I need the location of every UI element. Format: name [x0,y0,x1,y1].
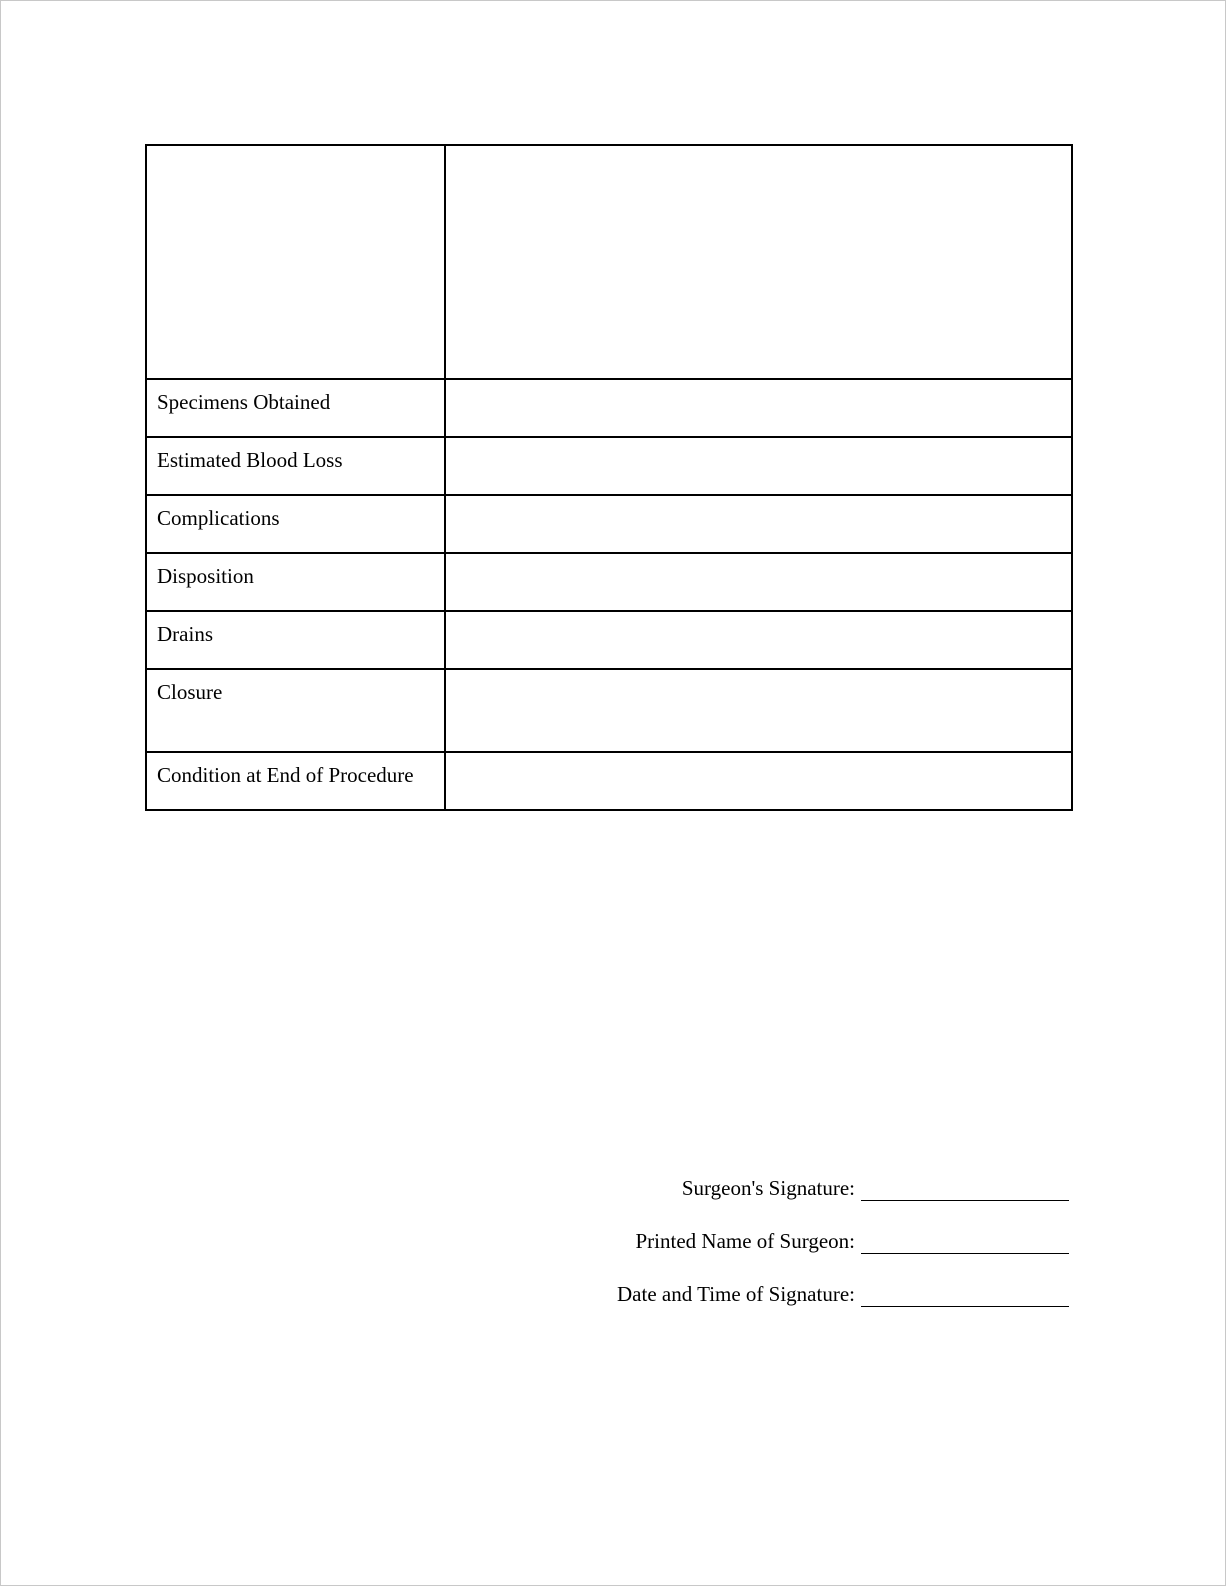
table-row-specimens-obtained [146,379,1072,437]
row-value[interactable] [445,553,1072,611]
table-row [146,145,1072,379]
row-label: Closure [146,669,445,752]
table-row-condition-at-end [146,752,1072,810]
surgeon-signature-field[interactable] [861,1176,1069,1201]
table-row-drains [146,611,1072,669]
row-label: Specimens Obtained [146,379,445,437]
date-time-line [369,1279,1069,1307]
row-label [146,145,445,379]
row-value[interactable] [445,495,1072,553]
row-label: Condition at End of Procedure [146,752,445,810]
surgeon-signature-line [369,1173,1069,1201]
row-label: Drains [146,611,445,669]
row-value[interactable] [445,379,1072,437]
printed-name-field[interactable] [861,1229,1069,1254]
operative-report-table [145,144,1073,811]
printed-name-line [369,1226,1069,1254]
row-value[interactable] [445,669,1072,752]
printed-name-label: Printed Name of Surgeon: [635,1229,855,1253]
date-time-field[interactable] [861,1282,1069,1307]
table-row-complications [146,495,1072,553]
row-label: Disposition [146,553,445,611]
row-value[interactable] [445,145,1072,379]
row-label: Complications [146,495,445,553]
date-time-label: Date and Time of Signature: [617,1282,855,1306]
signature-block [369,1173,1069,1332]
table-row-disposition [146,553,1072,611]
row-value[interactable] [445,437,1072,495]
row-label: Estimated Blood Loss [146,437,445,495]
row-value[interactable] [445,611,1072,669]
row-value[interactable] [445,752,1072,810]
table-row-closure [146,669,1072,752]
surgeon-signature-label: Surgeon's Signature: [681,1176,855,1200]
table-row-estimated-blood-loss [146,437,1072,495]
